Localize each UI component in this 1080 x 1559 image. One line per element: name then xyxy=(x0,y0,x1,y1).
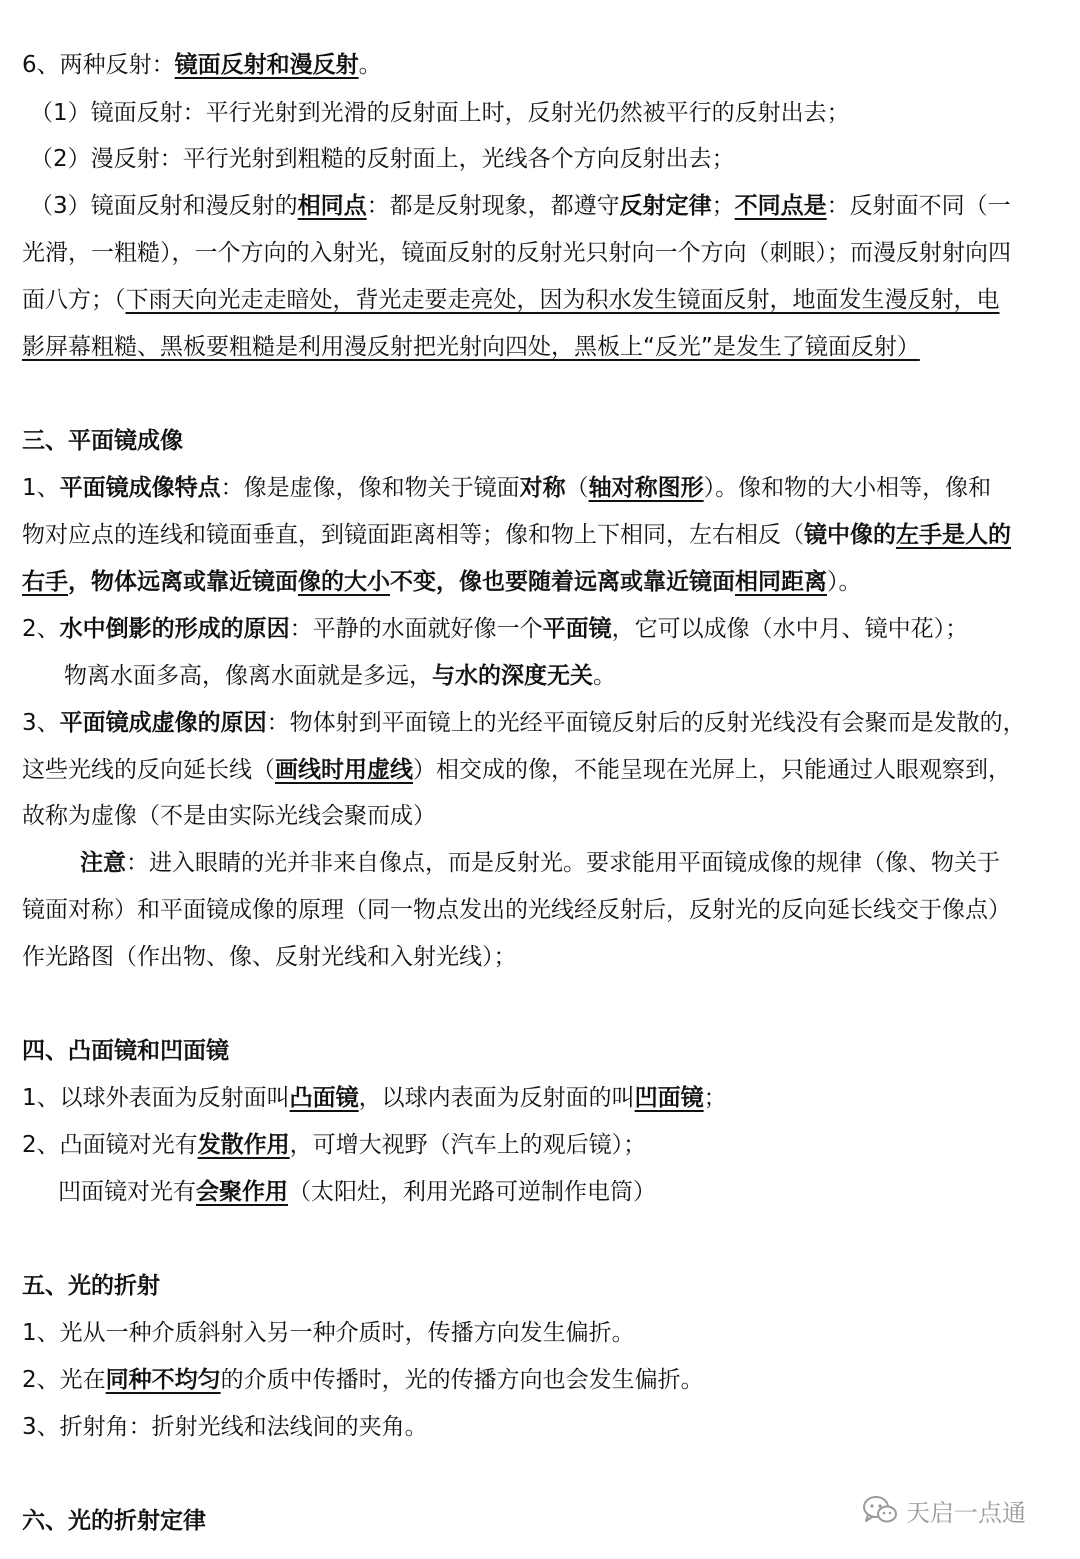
paragraph-line xyxy=(22,518,1058,552)
text: 3、折射角：折射光线和法线间的夹角。 xyxy=(22,1414,428,1440)
key-term: 水中倒影的形成的原因 xyxy=(59,616,290,642)
key-term: 同种不均匀 xyxy=(105,1367,221,1393)
text: ：平静的水面就好像一个 xyxy=(289,616,543,642)
key-term: 镜面反射和漫反射 xyxy=(174,52,359,78)
paragraph-line xyxy=(22,799,1058,833)
key-term: 平面镜成虚像的原因 xyxy=(59,710,267,736)
section-heading xyxy=(22,424,1058,458)
text: 光滑，一粗糙），一个方向的入射光，镜面反射的反射光只射向一个方向（刺眼）；而漫反射射向四 xyxy=(22,240,1011,266)
heading-text: 五、光的折射 xyxy=(22,1273,160,1299)
key-term: 凹面镜 xyxy=(634,1085,704,1111)
key-term: 右手 xyxy=(22,569,68,595)
text: 镜面对称）和平面镜成像的原理（同一物点发出的光线经反射后，反射光的反向延长线交于像点） xyxy=(22,897,1011,923)
key-term: 发散作用 xyxy=(197,1132,290,1158)
text: （3）镜面反射和漫反射的 xyxy=(30,193,298,219)
key-term: 轴对称图形 xyxy=(588,475,704,501)
text: ； xyxy=(703,1085,727,1111)
underlined-text: 影屏幕粗糙、黑板要粗糙是利用漫反射把光射向四处，黑板上“反光”是发生了镜面反射） xyxy=(22,334,920,360)
text: （2）漫反射：平行光射到粗糙的反射面上，光线各个方向反射出去； xyxy=(30,146,735,172)
note-label: 注意 xyxy=(80,850,126,876)
text: 物对应点的连线和镜面垂直，到镜面距离相等；像和物上下相同，左右相反（ xyxy=(22,522,804,548)
watermark-text: 天启一点通 xyxy=(906,1498,1026,1527)
reflection-in-water-line xyxy=(22,612,1058,646)
text: 1、光从一种介质斜射入另一种介质时，传播方向发生偏折。 xyxy=(22,1320,635,1346)
virtual-image-reason-line xyxy=(22,706,1058,740)
text: ，可增大视野（汽车上的观后镜）； xyxy=(289,1132,647,1158)
text: 物离水面多高，像离水面就是多远， xyxy=(64,663,432,689)
key-term: ，物体远离或靠近镜面 xyxy=(68,569,298,595)
text: 的介质中传播时，光的传播方向也会发生偏折。 xyxy=(220,1367,704,1393)
text: 这些光线的反向延长线（ xyxy=(22,757,275,783)
text: 6、两种反射： xyxy=(22,52,175,78)
key-term: 平面镜成像特点 xyxy=(59,475,221,501)
text: （ xyxy=(565,475,589,501)
paragraph-line xyxy=(22,753,1058,787)
paragraph-line xyxy=(64,659,1080,693)
text: 1、 xyxy=(22,475,60,501)
text: 2、 xyxy=(22,616,60,642)
paragraph-line xyxy=(22,893,1058,927)
text: ； xyxy=(711,193,735,219)
key-term: 凸面镜 xyxy=(289,1085,359,1111)
key-term: 像的大小 xyxy=(298,569,390,595)
key-term: 镜中像的 xyxy=(804,522,896,548)
watermark xyxy=(862,1490,1026,1530)
key-term: 左手是人的 xyxy=(896,522,1011,548)
text: 2、凸面镜对光有 xyxy=(22,1132,198,1158)
text: ：进入眼睛的光并非来自像点，而是反射光。要求能用平面镜成像的规律（像、物关于 xyxy=(126,850,1000,876)
text: 故称为虚像（不是由实际光线会聚而成） xyxy=(22,803,436,829)
wechat-icon xyxy=(862,1495,898,1525)
text: （太阳灶，利用光路可逆制作电筒） xyxy=(288,1179,656,1205)
text: ，以球内表面为反射面的叫 xyxy=(358,1085,635,1111)
text: ）。 xyxy=(827,569,862,595)
plane-mirror-features-line xyxy=(22,471,1058,505)
section-heading xyxy=(22,1034,1058,1068)
text: 。 xyxy=(593,663,616,689)
paragraph-line xyxy=(22,565,1058,599)
text: 凹面镜对光有 xyxy=(58,1179,196,1205)
compare-reflection-line xyxy=(30,189,1066,223)
text: 3、 xyxy=(22,710,60,736)
text: 2、光在 xyxy=(22,1367,106,1393)
paragraph-line xyxy=(22,940,1058,974)
text: 1、以球外表面为反射面叫 xyxy=(22,1085,290,1111)
underlined-text: 下雨天向光走走暗处，背光走要走亮处，因为积水发生镜面反射，地面发生漫反射，电 xyxy=(125,287,1000,313)
text: ：物体射到平面镜上的光经平面镜反射后的反射光线没有会聚而是发散的， xyxy=(266,710,1026,736)
text: ：像是虚像，像和物关于镜面 xyxy=(220,475,520,501)
text: 。 xyxy=(358,52,382,78)
key-term: 反射定律 xyxy=(619,193,712,219)
concave-mirror-line xyxy=(58,1175,1080,1209)
text: ：都是反射现象，都遵守 xyxy=(366,193,620,219)
heading-text: 四、凸面镜和凹面镜 xyxy=(22,1038,229,1064)
note-line xyxy=(80,846,1080,880)
convex-mirror-line xyxy=(22,1128,1058,1162)
key-term: 相同距离 xyxy=(735,569,827,595)
diffuse-reflection-line xyxy=(30,142,1066,176)
text: ）。像和物的大小相等，像和 xyxy=(703,475,992,501)
text: （1）镜面反射：平行光射到光滑的反射面上时，反射光仍然被平行的反射出去； xyxy=(30,100,850,126)
key-term: 会聚作用 xyxy=(196,1179,288,1205)
paragraph-line xyxy=(22,330,1058,364)
text: 面八方；（ xyxy=(22,287,126,313)
heading-text: 三、平面镜成像 xyxy=(22,428,183,454)
refraction-line xyxy=(22,1316,1058,1350)
key-term: 平面镜 xyxy=(542,616,612,642)
text: ，它可以成像（水中月、镜中花）； xyxy=(611,616,969,642)
text: ：反射面不同（一 xyxy=(826,193,1011,219)
heading-text: 六、光的折射定律 xyxy=(22,1508,206,1534)
specular-reflection-line xyxy=(30,96,1066,130)
mirror-definition-line xyxy=(22,1081,1058,1115)
key-term: 对称 xyxy=(519,475,566,501)
key-term: 不变，像也要随着远离或靠近镜面 xyxy=(390,569,735,595)
refraction-line xyxy=(22,1363,1058,1397)
key-term: 不同点是 xyxy=(734,193,827,219)
text: ）相交成的像，不能呈现在光屏上，只能通过人眼观察到， xyxy=(413,757,1011,783)
text: 作光路图（作出物、像、反射光线和入射光线）； xyxy=(22,944,517,970)
section-heading xyxy=(22,1269,1058,1303)
paragraph-line xyxy=(22,236,1058,270)
refraction-angle-line xyxy=(22,1410,1058,1444)
key-term: 画线时用虚线 xyxy=(275,757,413,783)
key-term: 相同点 xyxy=(297,193,367,219)
key-term: 与水的深度无关 xyxy=(432,663,593,689)
paragraph-line xyxy=(22,283,1058,317)
reflection-types-line xyxy=(22,48,1058,82)
